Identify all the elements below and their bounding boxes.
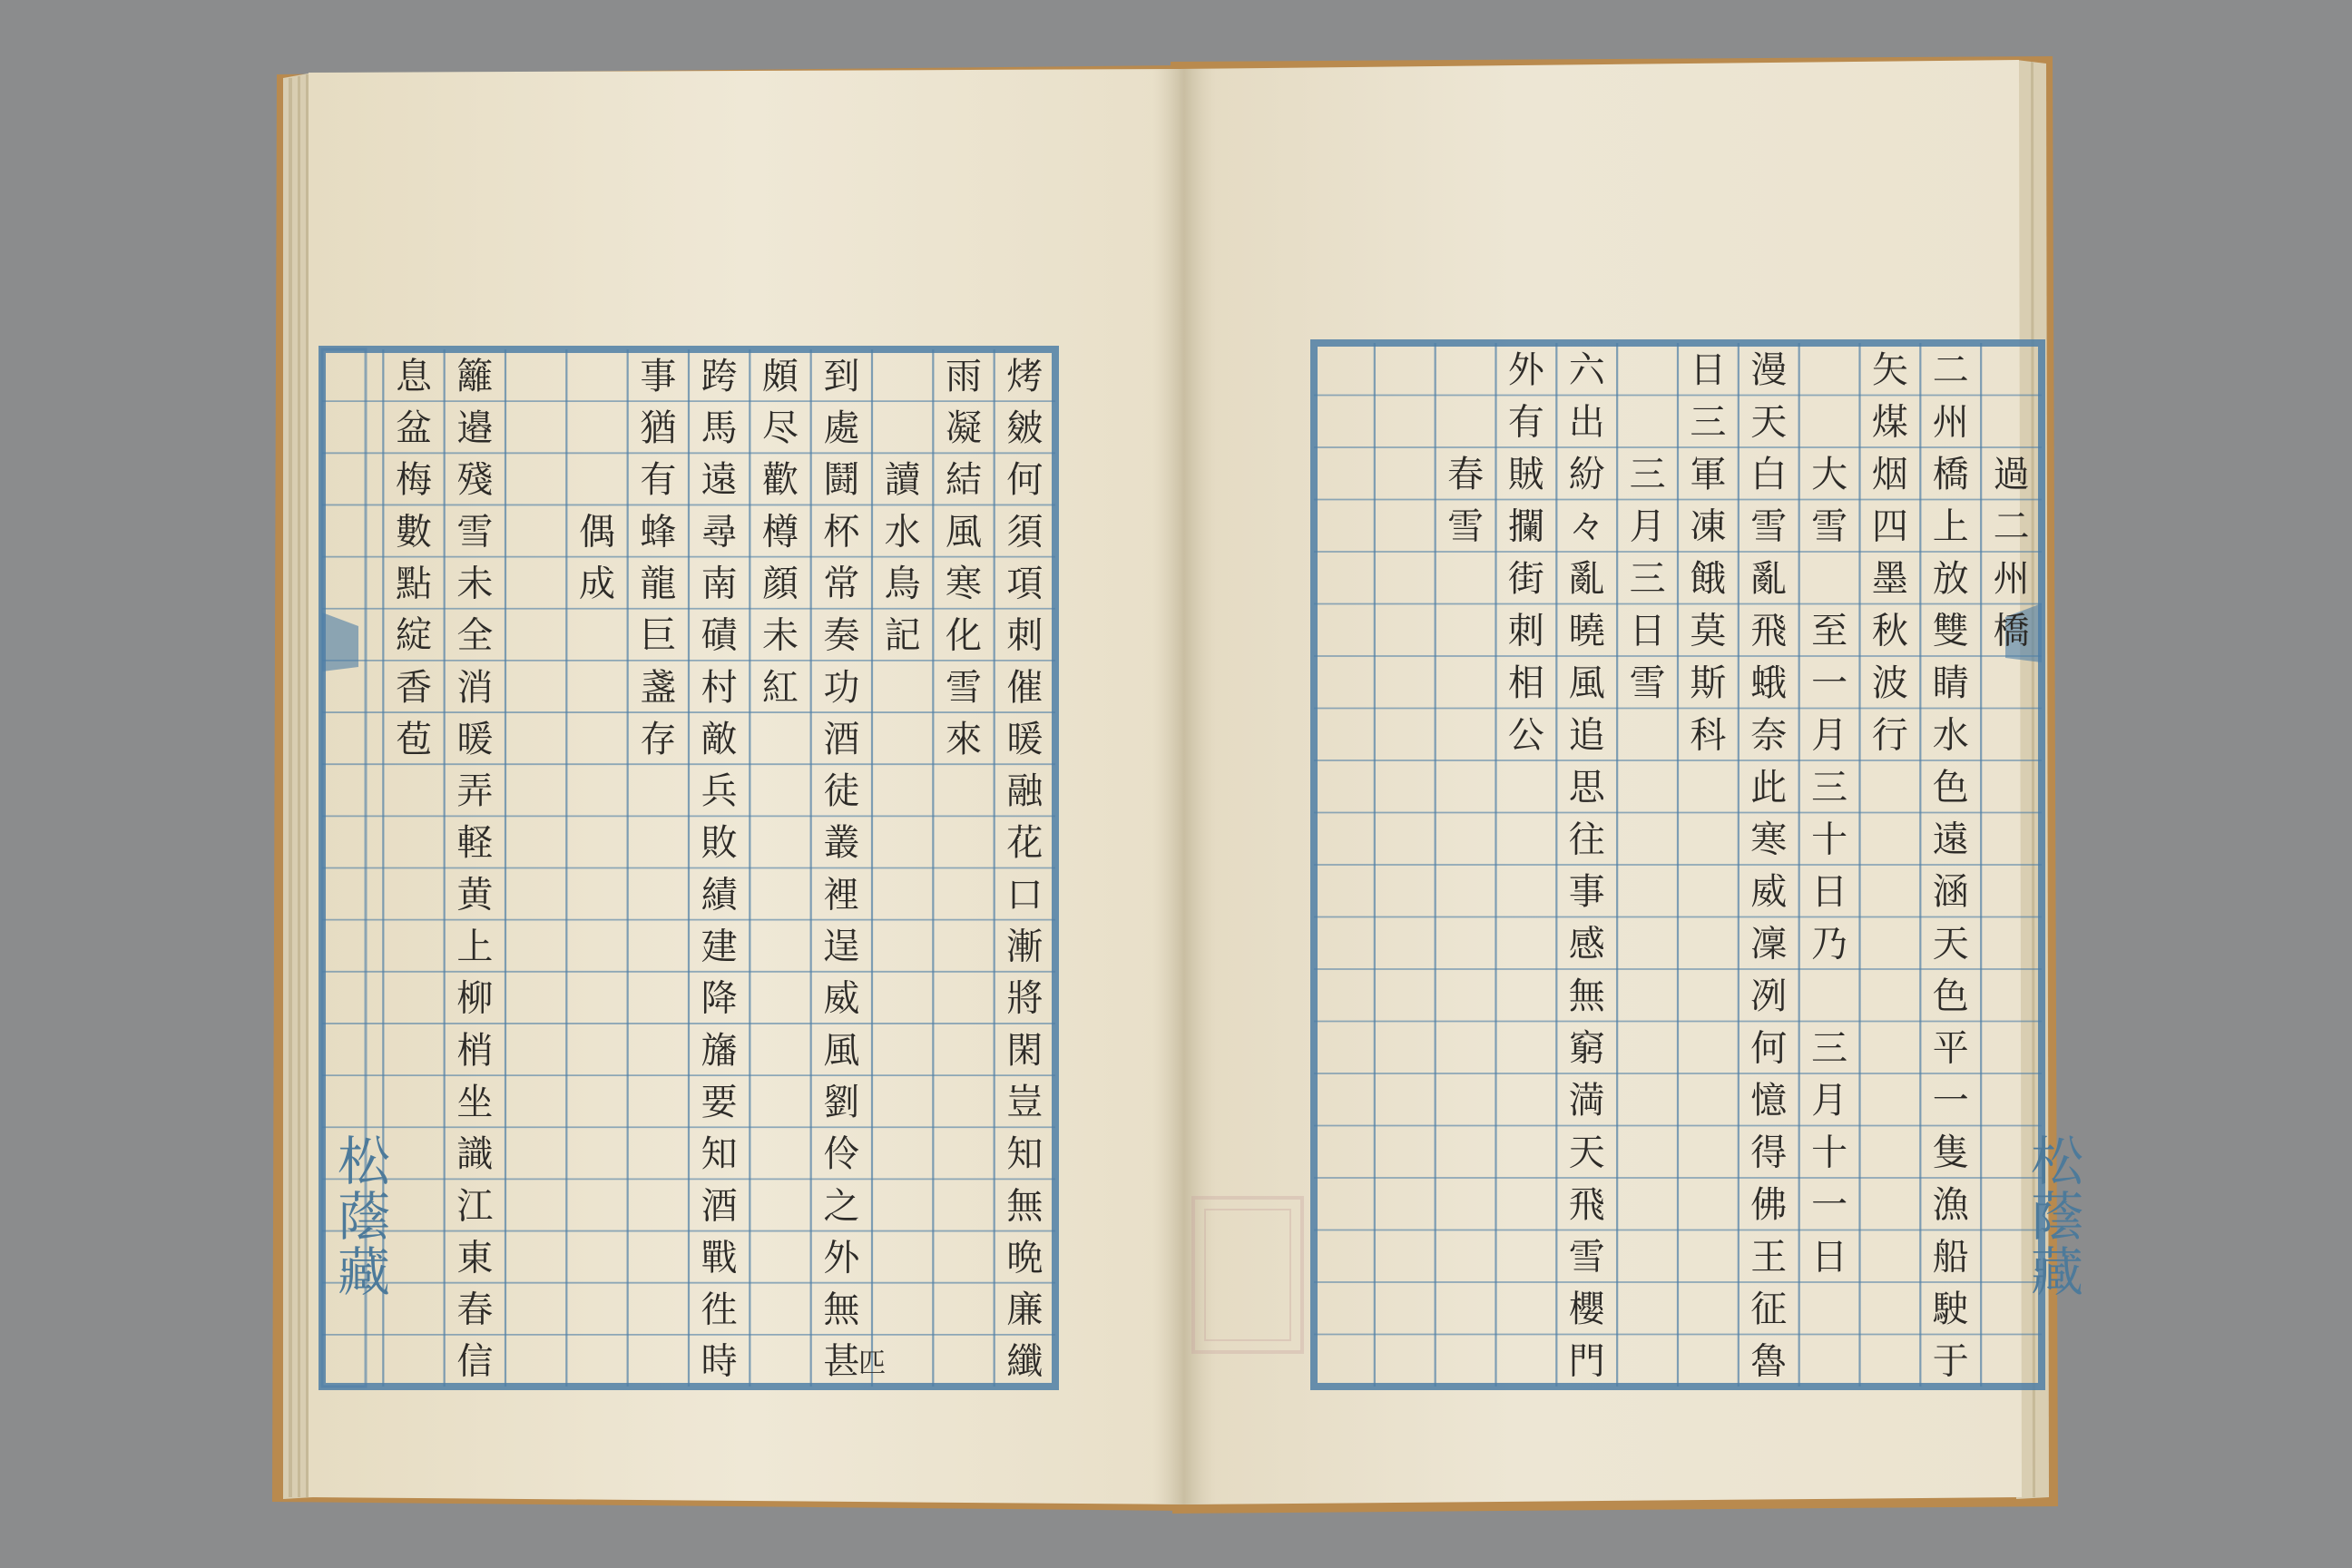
text-column: 雨凝結風寒化雪來 <box>946 355 982 760</box>
text-column: 三月三日雪 <box>1629 454 1666 705</box>
text-column: 大雪至一月三十日乃三月十一日 <box>1811 454 1848 1279</box>
text-column: 跨馬遠尋南磧村敵兵敗績建降旛要知酒戰徃時 <box>701 355 738 1383</box>
left-note: 匹 <box>858 1348 886 1379</box>
text-column: 漫天白雪亂飛蛾奈此寒威凜冽何憶得佛王征魯 <box>1750 349 1788 1383</box>
right-side-label <box>2031 1131 2084 1303</box>
text-column: 事猶有蜂龍巨盞存 <box>640 355 677 760</box>
text-column: 春雪 <box>1447 454 1485 548</box>
text-column: 過二州橋 <box>1993 454 2030 652</box>
text-column: 日三軍凍餓莫斯科 <box>1690 349 1727 757</box>
right-grid-frame <box>1314 343 2042 1387</box>
text-column: 籬邉殘雪未全消暖弄軽黄上柳梢坐識江東春信 <box>456 355 494 1383</box>
text-column: 到處鬪杯常奏功酒徒叢裡逞威風劉伶之外無甚 <box>823 355 860 1383</box>
text-column: 烤皴何須項刺催暖融花口漸將閑豈知無晩廉纖 <box>1006 355 1044 1383</box>
gutter-shadow <box>1152 69 1216 1504</box>
left-grid-frame <box>322 349 1055 1387</box>
text-column: 頗尽歡樽顔未紅 <box>762 355 799 709</box>
text-column: 六出紛々亂曉風追思往事感無窮満天飛雪櫻門 <box>1568 349 1605 1383</box>
text-column: 偶成 <box>579 511 615 605</box>
svg-text:松蔭藏: 松蔭藏 <box>338 1131 391 1303</box>
text-column: 讀水鳥記 <box>884 459 921 657</box>
text-column: 二州橋上放雙睛水色遠涵天色平一隻漁船駛于 <box>1932 349 1969 1383</box>
text-column: 息盆梅數點綻香苞 <box>396 355 432 760</box>
text-column: 外有賊攔街刺相公 <box>1507 349 1544 757</box>
svg-text:松蔭藏: 松蔭藏 <box>2031 1131 2084 1303</box>
left-side-label <box>338 1131 391 1303</box>
text-column: 矢煤烟四墨秋波行 <box>1871 349 1908 757</box>
